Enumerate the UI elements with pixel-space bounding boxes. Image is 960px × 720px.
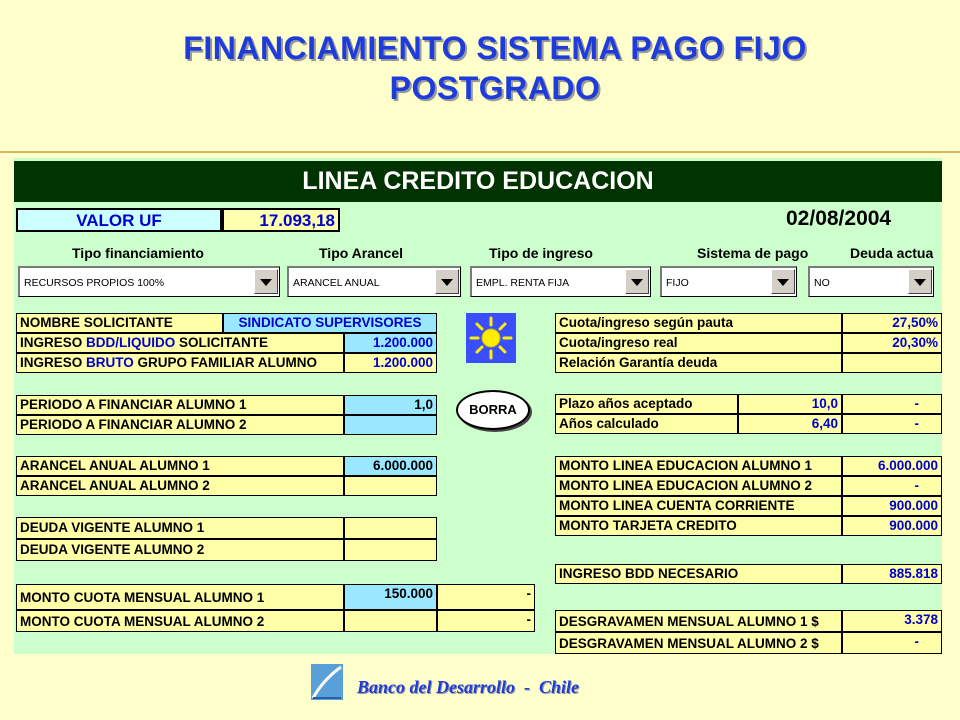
- cuota-pauta-label: Cuota/ingreso según pauta: [555, 313, 842, 333]
- nombre-solicitante-value[interactable]: SINDICATO SUPERVISORES: [223, 313, 437, 333]
- cuota2-label: MONTO CUOTA MENSUAL ALUMNO 2: [16, 610, 344, 632]
- borra-button[interactable]: BORRA: [456, 390, 530, 430]
- periodo2-label: PERIODO A FINANCIAR ALUMNO 2: [16, 415, 344, 435]
- periodo2-value[interactable]: [344, 415, 437, 435]
- chevron-down-icon[interactable]: [625, 269, 649, 294]
- chevron-down-icon[interactable]: [771, 269, 795, 294]
- monto-linea2-label: MONTO LINEA EDUCACION ALUMNO 2: [555, 476, 842, 496]
- deuda1-value[interactable]: [344, 517, 437, 539]
- nombre-solicitante-label: NOMBRE SOLICITANTE: [16, 313, 223, 333]
- monto-linea1-value: 6.000.000: [842, 456, 942, 476]
- cuota-pauta-value: 27,50%: [842, 313, 942, 333]
- bank-name: Banco del Desarrollo - Chile: [357, 677, 580, 697]
- desgrav1-label: DESGRAVAMEN MENSUAL ALUMNO 1 $: [555, 610, 842, 632]
- deuda2-label: DEUDA VIGENTE ALUMNO 2: [16, 539, 344, 561]
- deuda1-label: DEUDA VIGENTE ALUMNO 1: [16, 517, 344, 539]
- ingreso-bdd-pre: INGRESO: [20, 335, 87, 350]
- sistema-pago-select[interactable]: [660, 266, 797, 297]
- monto-tarjeta-value: 900.000: [842, 516, 942, 536]
- cuota1-value[interactable]: 150.000: [344, 584, 437, 610]
- monto-linea1-label: MONTO LINEA EDUCACION ALUMNO 1: [555, 456, 842, 476]
- cuota2-result: -: [437, 610, 535, 632]
- arancel1-value[interactable]: 6.000.000: [344, 456, 437, 476]
- sun-icon[interactable]: [466, 313, 516, 363]
- label-deuda-actual: Deuda actua: [850, 245, 934, 261]
- ingreso-bdd-value[interactable]: 1.200.000: [344, 333, 437, 353]
- periodo1-value[interactable]: 1,0: [344, 395, 437, 415]
- deuda2-value[interactable]: [344, 539, 437, 561]
- anos-label: Años calculado: [555, 414, 738, 434]
- monto-tarjeta-label: MONTO TARJETA CREDITO: [555, 516, 842, 536]
- ingreso-bruto-post: GRUPO FAMILIAR ALUMNO: [133, 355, 318, 370]
- sistema-pago-value: FIJO: [666, 277, 689, 289]
- bank-logo-icon: [311, 664, 343, 700]
- tipo-arancel-select[interactable]: [287, 266, 461, 297]
- anos-value: 6,40: [738, 414, 842, 434]
- arancel2-label: ARANCEL ANUAL ALUMNO 2: [16, 476, 344, 496]
- valor-uf-label: VALOR UF: [16, 208, 222, 232]
- cuota2-value[interactable]: [344, 610, 437, 632]
- cuota-real-value: 20,30%: [842, 333, 942, 353]
- cuota1-result: -: [437, 584, 535, 610]
- chevron-down-icon[interactable]: [435, 269, 459, 294]
- chevron-down-icon[interactable]: [908, 269, 932, 294]
- ingreso-bruto-value[interactable]: 1.200.000: [344, 353, 437, 373]
- label-tipo-arancel: Tipo Arancel: [319, 245, 404, 261]
- ingreso-bdd-blue: BDD/LIQUIDO: [86, 335, 176, 350]
- plazo-result: -: [842, 394, 942, 414]
- plazo-value: 10,0: [738, 394, 842, 414]
- periodo1-label: PERIODO A FINANCIAR ALUMNO 1: [16, 395, 344, 415]
- chevron-down-icon[interactable]: [254, 269, 278, 294]
- tipo-ingreso-value: EMPL. RENTA FIJA: [476, 277, 570, 289]
- monto-cc-label: MONTO LINEA CUENTA CORRIENTE: [555, 496, 842, 516]
- label-tipo-ingreso: Tipo de ingreso: [489, 245, 593, 261]
- desgrav2-value: -: [842, 632, 942, 654]
- spreadsheet-area: [14, 158, 942, 654]
- title-divider: [0, 151, 960, 153]
- label-tipo-financiamiento: Tipo financiamiento: [72, 245, 204, 261]
- title-line-2: POSTGRADO: [389, 70, 601, 106]
- ingreso-bruto-blue: BRUTO: [86, 355, 134, 370]
- desgrav2-label: DESGRAVAMEN MENSUAL ALUMNO 2 $: [555, 632, 842, 654]
- tipo-ingreso-select[interactable]: [470, 266, 651, 297]
- ingreso-necesario-label: INGRESO BDD NECESARIO: [555, 564, 842, 584]
- report-date: 02/08/2004: [786, 207, 892, 230]
- ingreso-bruto-label: [16, 353, 344, 373]
- title-line-1: FINANCIAMIENTO SISTEMA PAGO FIJO: [183, 30, 807, 66]
- garantia-value: [842, 353, 942, 373]
- garantia-label: Relación Garantía deuda: [555, 353, 842, 373]
- arancel2-value[interactable]: [344, 476, 437, 496]
- tipo-financiamiento-value: RECURSOS PROPIOS 100%: [24, 277, 165, 289]
- desgrav1-value: 3.378: [842, 610, 942, 632]
- cuota1-label: MONTO CUOTA MENSUAL ALUMNO 1: [16, 584, 344, 610]
- tipo-financiamiento-select[interactable]: [18, 266, 280, 297]
- ingreso-bruto-pre: INGRESO: [20, 355, 87, 370]
- page-title: [0, 28, 960, 108]
- valor-uf-value[interactable]: 17.093,18: [222, 208, 340, 232]
- deuda-actual-value: NO: [814, 277, 830, 289]
- arancel1-label: ARANCEL ANUAL ALUMNO 1: [16, 456, 344, 476]
- anos-result: -: [842, 414, 942, 434]
- ingreso-bdd-post: SOLICITANTE: [175, 335, 269, 350]
- plazo-label: Plazo años aceptado: [555, 394, 738, 414]
- monto-cc-value: 900.000: [842, 496, 942, 516]
- ingreso-bdd-label: [16, 333, 344, 353]
- cuota-real-label: Cuota/ingreso real: [555, 333, 842, 353]
- sheet-header: LINEA CREDITO EDUCACION: [14, 161, 942, 202]
- deuda-actual-select[interactable]: [808, 266, 934, 297]
- monto-linea2-value: -: [842, 476, 942, 496]
- label-sistema-pago: Sistema de pago: [697, 245, 809, 261]
- ingreso-necesario-value: 885.818: [842, 564, 942, 584]
- tipo-arancel-value: ARANCEL ANUAL: [293, 277, 380, 289]
